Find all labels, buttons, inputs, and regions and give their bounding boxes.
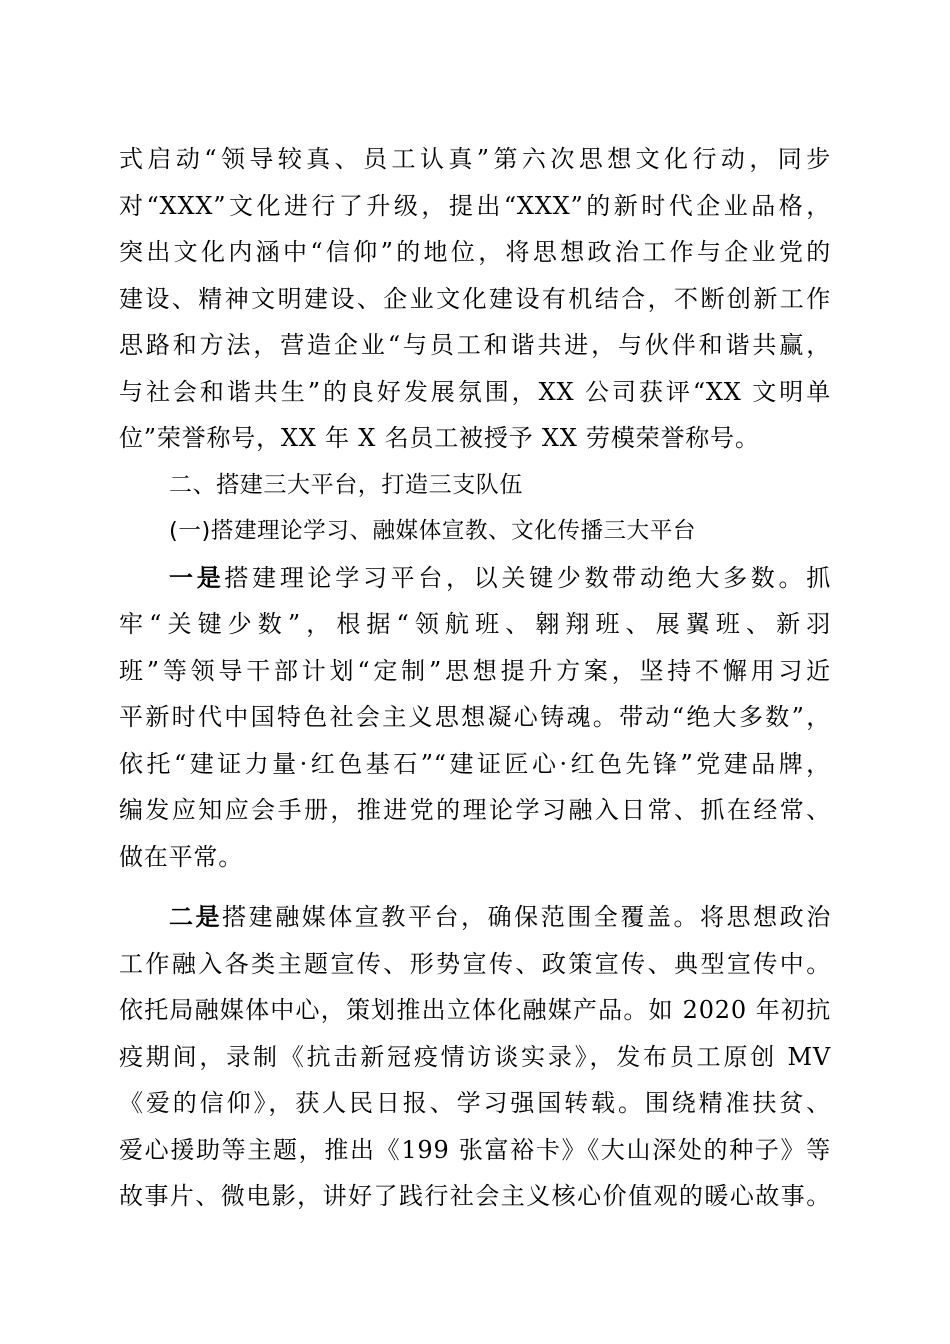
text-line: 与社会和谐共生”的良好发展氛围，XX 公司获评“XX 文明单	[119, 377, 831, 406]
document-body	[119, 136, 831, 1220]
subsection-heading: (一)搭建理论学习、融媒体宣教、文化传播三大平台	[169, 518, 696, 544]
paragraph-spacer	[119, 880, 831, 894]
text-line: 《爱的信仰》，获人民日报、学习强国转载。围绕精准扶贫、	[119, 1089, 831, 1117]
text-line: 式启动“领导较真、员工认真”第六次思想文化行动，同步	[119, 145, 831, 173]
text-line	[119, 894, 831, 941]
text-line: 建设、精神文明建设、企业文化建设有机结合，不断创新工作	[119, 284, 831, 313]
text-segment: 搭建融媒体宣教平台，确保范围全覆盖。将思想政治	[222, 903, 831, 931]
text-line: 突出文化内涵中“信仰”的地位，将思想政治工作与企业党的	[119, 238, 831, 266]
text-line: 牢“关键少数”，根据“领航班、翱翔班、展翼班、新羽	[119, 610, 831, 638]
text-line: 做在平常。	[119, 842, 243, 871]
paragraph-platform-2	[119, 894, 831, 1220]
text-line: 思路和方法，营造企业“与员工和谐共进，与伙伴和谐共赢，	[119, 331, 831, 359]
text-line: 工作融入各类主题宣传、形势宣传、政策宣传、典型宣传中。	[119, 949, 831, 978]
paragraph-continuation	[119, 136, 831, 462]
text-line: 对“XXX”文化进行了升级，提出“XXX”的新时代企业品格，	[119, 191, 831, 220]
section-heading: 二、搭建三大平台，打造三支队伍	[169, 471, 523, 498]
text-segment: 搭建理论学习平台，以关键少数带动绝大多数。抓	[224, 563, 831, 592]
text-line: 编发应知应会手册，推进党的理论学习融入日常、抓在经常、	[119, 796, 831, 824]
text-line: 位”荣誉称号，XX 年 X 名员工被授予 XX 劳模荣誉称号。	[119, 424, 760, 452]
text-line: 依托“建证力量·红色基石”“建证匠心·红色先锋”党建品牌，	[119, 749, 831, 778]
text-line: 疫期间，录制《抗击新冠疫情访谈实录》，发布员工原创 MV	[119, 1042, 831, 1071]
lead-phrase: 一是	[169, 563, 225, 592]
text-line: 爱心援助等主题，推出《199 张富裕卡》《大山深处的种子》等	[119, 1135, 831, 1164]
text-line	[119, 555, 831, 602]
text-line: 依托局融媒体中心，策划推出立体化融媒产品。如 2020 年初抗	[119, 996, 831, 1024]
text-line: 班”等领导干部计划“定制”思想提升方案，坚持不懈用习近	[119, 656, 831, 685]
text-line: 平新时代中国特色社会主义思想凝心铸魂。带动“绝大多数”，	[119, 703, 831, 731]
text-line: 故事片、微电影，讲好了践行社会主义核心价值观的暖心故事。	[119, 1182, 831, 1210]
paragraph-platform-1	[119, 555, 831, 881]
lead-phrase: 二是	[169, 903, 223, 931]
